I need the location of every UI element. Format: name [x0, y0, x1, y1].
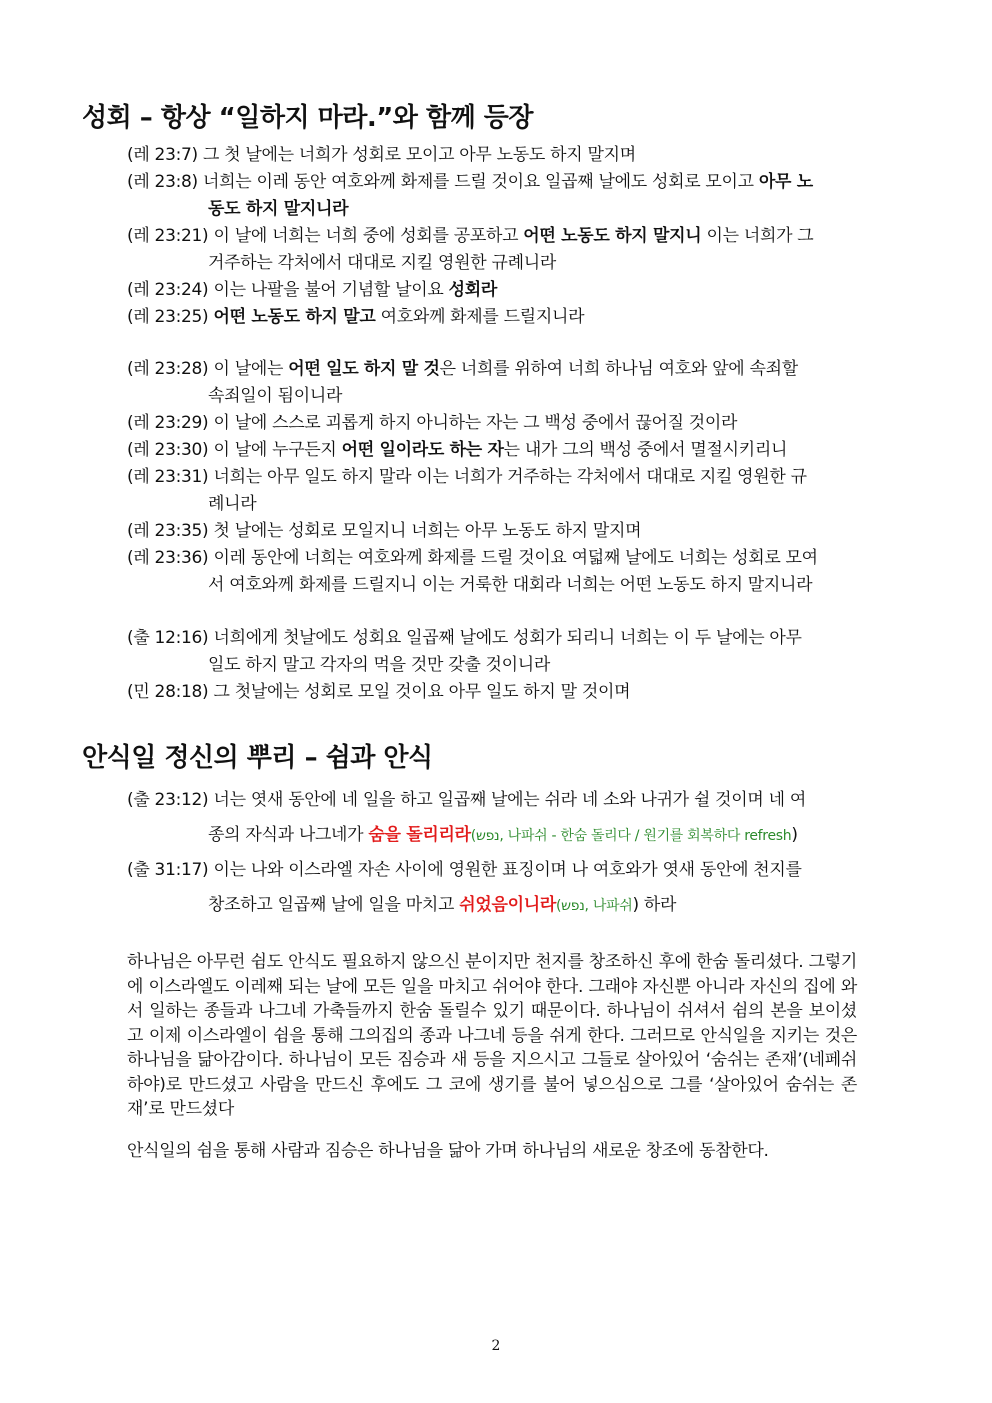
verse-text: 는 내가 그의 백성 중에서 멸절시키리니 — [503, 440, 788, 460]
verse — [127, 223, 867, 277]
emphasis-text: 어떤 일이라도 하는 자 — [341, 440, 504, 460]
verse-reference: (레 23:31) — [127, 467, 209, 487]
verse-continuation — [127, 572, 867, 599]
verse-text: 거주하는 각처에서 대대로 지킬 영원한 규례니라 — [208, 253, 556, 273]
closing-paragraph: 안식일의 쉼을 통해 사람과 짐승은 하나님을 닮아 가며 하나님의 새로운 창조에 동참한다. — [127, 1141, 769, 1161]
verse-text: 너희에게 첫날에도 성회요 일곱째 날에도 성회가 되리니 너희는 이 두 날에는 아무 — [208, 628, 802, 648]
verse-text: 그 첫 날에는 너희가 성회로 모이고 아무 노동도 하지 말지며 — [197, 145, 636, 165]
verse-reference: (레 23:25) — [127, 307, 209, 327]
body-paragraph: 하나님은 아무런 쉼도 안식도 필요하지 않으신 분이지만 천지를 창조하신 후에 한숨 돌리셨다. 그렇기에 이스라엘도 이레째 되는 날에 모든 일을 마치고 쉬어야 한다. 그래야 자신뿐 아니라 자신의 집에 와서 일하는 종들과 나그네 가축들까지 한숨 돌릴수 있기 때문이다. 하나님이 쉬셔서 쉼의 본을 보이셨고 이제 이스라엘이 쉼을 통해 그의집의 종과 나그네 등을 쉬게 한다. 그러므로 안식일을 지키는 것은 하나님을 닮아감이다. 하나님이 모든 짐승과 새 등을 지으시고 그들로 살아있어 ‘숨쉬는 존재’(네페쉬 하야)로 만드셨고 사람을 만드신 후에도 그 코에 생기를 불어 넣으심으로 그를 ‘살아있어 숨쉬는 존재’로 만드셨다 — [127, 952, 857, 1119]
verse-reference: (민 28:18) — [127, 682, 209, 702]
verse-text: 이 날에는 — [208, 359, 289, 379]
verse-text: 이 날에 누구든지 — [208, 440, 342, 460]
verse-continuation — [127, 818, 867, 854]
verse-text: 이는 나팔을 불어 기념할 날이요 — [208, 280, 449, 300]
verse-text: 속죄일이 됨이니라 — [208, 386, 343, 406]
verse — [127, 277, 867, 304]
verse-line — [127, 172, 813, 192]
verse-text: 여호와께 화제를 드릴지니라 — [375, 307, 585, 327]
verse-line — [127, 860, 802, 880]
verse — [127, 437, 867, 464]
verse-continuation — [127, 196, 867, 223]
verse — [127, 410, 867, 437]
verse — [127, 304, 867, 331]
verse-text: ) — [791, 825, 798, 845]
verse-text: 은 너희를 위하여 너희 하나님 여호와 앞에 속죄할 — [439, 359, 798, 379]
verse — [127, 464, 867, 518]
verse-reference: (레 23:29) — [127, 413, 209, 433]
verse — [127, 169, 867, 223]
verse-text: 그 첫날에는 성회로 모일 것이요 아무 일도 하지 말 것이며 — [208, 682, 631, 702]
emphasis-text: 어떤 일도 하지 말 것 — [288, 359, 440, 379]
verse — [127, 142, 867, 169]
verse-reference: (출 23:12) — [127, 790, 209, 810]
verse-reference: (레 23:8) — [127, 172, 198, 192]
section-title-2: 안식일 정신의 뿌리 – 쉼과 안식 — [82, 743, 433, 773]
verse — [127, 518, 867, 545]
verse-text: 이레 동안에 너희는 여호와께 화제를 드릴 것이요 여덟째 날에도 너희는 성회로 모여 — [208, 548, 818, 568]
verse-reference: (레 23:21) — [127, 226, 209, 246]
verse-line — [127, 280, 497, 300]
verse-line — [127, 307, 584, 327]
verse-text: 례니라 — [208, 494, 257, 514]
emphasis-text: 성회라 — [448, 280, 497, 300]
verse-reference: (출 12:16) — [127, 628, 209, 648]
verse — [127, 545, 867, 599]
verse-text: 첫 날에는 성회로 모일지니 너희는 아무 노동도 하지 말지며 — [208, 521, 642, 541]
verse-reference: (출 31:17) — [127, 860, 209, 880]
gloss-text: (נפש, — [470, 828, 508, 844]
verse-continuation — [127, 250, 867, 277]
verse-text: 창조하고 일곱째 날에 일을 마치고 — [208, 895, 460, 915]
verse — [127, 853, 867, 924]
verse — [127, 356, 867, 410]
verse-reference: (레 23:7) — [127, 145, 198, 165]
emphasis-text: 아무 노 — [758, 172, 813, 192]
verse-reference: (레 23:24) — [127, 280, 209, 300]
gloss-text: (נפש, — [555, 898, 593, 914]
verse-line — [127, 359, 798, 379]
verse — [127, 679, 867, 706]
verse-text: 너희는 아무 일도 하지 말라 이는 너희가 거주하는 각처에서 대대로 지킬 영원한 규 — [208, 467, 807, 487]
verse-text: 종의 자식과 나그네가 — [208, 825, 369, 845]
emphasis-text: 어떤 노동도 하지 말지니 — [523, 226, 702, 246]
verse-line — [127, 145, 636, 165]
verse-line — [127, 682, 630, 702]
verse-text: ) 하라 — [632, 895, 677, 915]
page-number: 2 — [491, 1338, 501, 1354]
verse-line — [127, 467, 807, 487]
verse-line — [127, 548, 818, 568]
verse-text: 서 여호와께 화제를 드릴지니 이는 거룩한 대회라 너희는 어떤 노동도 하지 말지니라 — [208, 575, 813, 595]
verse-continuation — [127, 491, 867, 518]
emphasis-text: 동도 하지 말지니라 — [208, 199, 349, 219]
verse-continuation — [127, 383, 867, 410]
verse — [127, 625, 867, 679]
verse-line — [127, 790, 806, 810]
verse-continuation — [127, 652, 867, 679]
verse-text: 너는 엿새 동안에 네 일을 하고 일곱째 날에는 쉬라 네 소와 나귀가 쉴 것이며 네 여 — [208, 790, 806, 810]
verse-line — [127, 226, 813, 246]
verse-text: 이는 나와 이스라엘 자손 사이에 영원한 표징이며 나 여호와가 엿새 동안에 천지를 — [208, 860, 802, 880]
highlight-text: 숨을 돌리리라 — [368, 825, 471, 845]
section-title-1: 성회 – 항상 “일하지 마라.”와 함께 등장 — [82, 103, 533, 133]
verse-text: 이 날에 너희는 너희 중에 성회를 공포하고 — [208, 226, 524, 246]
gloss-text: 나파쉬 — [592, 898, 633, 914]
gloss-text: 나파쉬 - 한숨 돌리다 / 원기를 회복하다 refresh — [507, 828, 792, 844]
highlight-text: 쉬었음이니라 — [459, 895, 556, 915]
verse-continuation — [127, 888, 867, 924]
verse-line — [127, 440, 787, 460]
verse-text: 너희는 이레 동안 여호와께 화제를 드릴 것이요 일곱째 날에도 성회로 모이고 — [197, 172, 759, 192]
verse-reference: (레 23:36) — [127, 548, 209, 568]
verse-line — [127, 628, 802, 648]
verse-text: 일도 하지 말고 각자의 먹을 것만 갖출 것이니라 — [208, 655, 551, 675]
verse-line — [127, 521, 641, 541]
verse-text: 이는 너희가 그 — [701, 226, 814, 246]
verse-reference: (레 23:35) — [127, 521, 209, 541]
verse — [127, 783, 867, 854]
verse-text: 이 날에 스스로 괴롭게 하지 아니하는 자는 그 백성 중에서 끊어질 것이라 — [208, 413, 738, 433]
verse-reference: (레 23:30) — [127, 440, 209, 460]
emphasis-text: 어떤 노동도 하지 말고 — [213, 307, 376, 327]
verse-line — [127, 413, 737, 433]
verse-reference: (레 23:28) — [127, 359, 209, 379]
